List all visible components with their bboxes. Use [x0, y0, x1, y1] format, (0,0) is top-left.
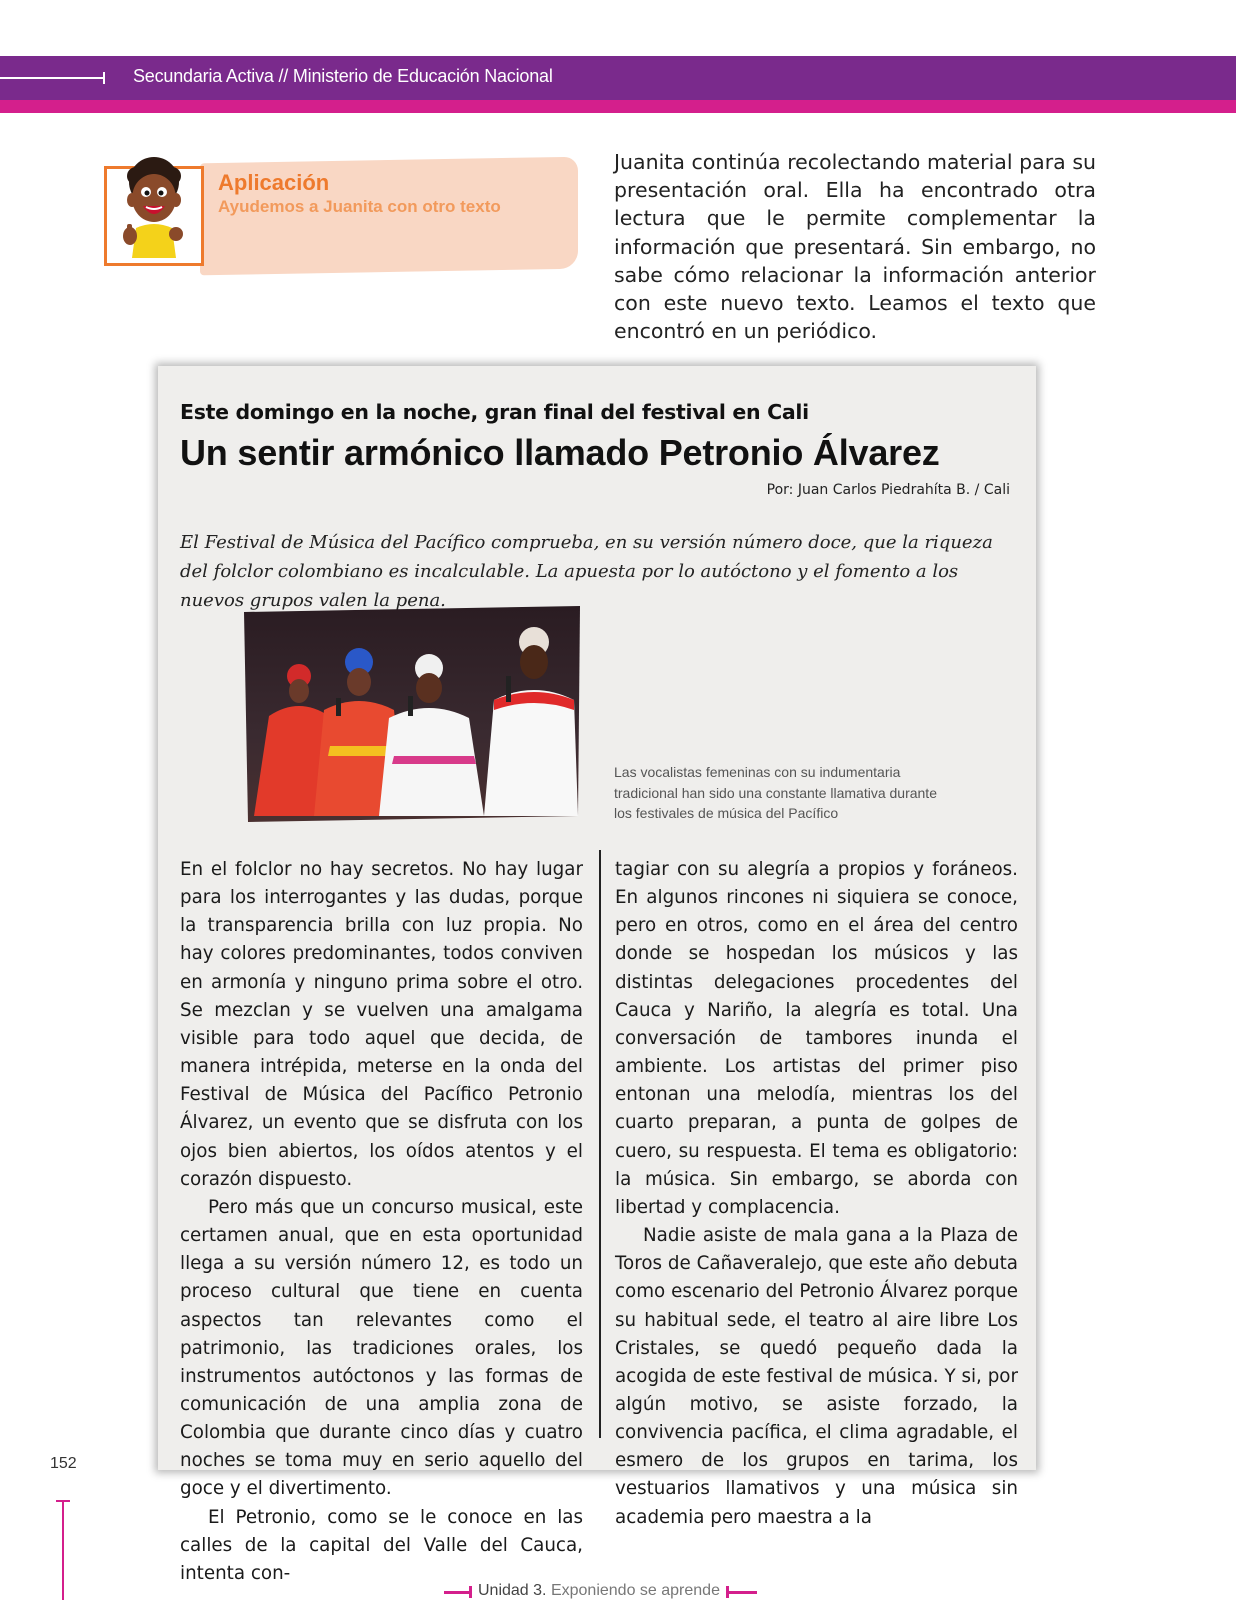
article-lede: El Festival de Música del Pacífico comprueba, en su versión número doce, que la riqueza del folclor colombiano es incalculable. La apuesta por lo autóctono y el fomento a los nuevos grupos valen la pena. — [180, 532, 993, 611]
header-rule-tick — [103, 72, 105, 84]
footer-rule-left — [444, 1591, 470, 1594]
intro-paragraph: Juanita continúa recolectando material para su presentación oral. Ella ha encontrado otra lectura que le permite complementar la información que presentará. Sin embargo, no sabe cómo relacionar la información anterior con este nuevo texto. Leamos el texto que encontró en un periódico. — [614, 150, 1096, 344]
margin-rule — [62, 1500, 64, 1600]
article-kicker: Este domingo en la noche, gran final del festival en Cali — [180, 400, 809, 424]
newspaper-clipping — [158, 366, 1036, 1584]
article-column-right — [615, 856, 1018, 1532]
header-rule — [0, 77, 104, 79]
child-mascot-icon — [106, 154, 202, 264]
footer-rule-right — [727, 1591, 757, 1594]
article-paragraph: Pero más que un concurso musical, este certamen anual, que en esta oportunidad llega a su versión número 12, es todo un proceso cultural que tiene en cuenta aspectos tan relevantes como el patrimonio, las tradiciones orales, los instrumentos autóctonos y las formas de comunicación de una amplia zona de Colombia que durante cinco días y cuatro noches se toma muy en serio aquello del goce y el divertimento. — [180, 1196, 583, 1500]
application-badge — [104, 160, 584, 270]
article-paragraph: tagiar con su alegría a propios y foráneos. En algunos rincones ni siquiera se conoce, pero en otros, como en el área del centro donde se hospedan los músicos y las distintas delegaciones procedentes del Cauca y Nariño, la alegría es total. Una conversación de tambores inunda el ambiente. Los artistas del primer piso entonan una melodía, mientras los del cuarto preparan, a punta de golpes de cuero, su respuesta. El tema es obligatorio: la música. Sin embargo, se aborda con libertad y complacencia. — [615, 859, 1018, 1218]
application-subtitle: Ayudemos a Juanita con otro texto — [218, 197, 501, 216]
footer-unit-title: Exponiendo se aprende — [550, 1582, 720, 1599]
festival-singers-photo — [244, 606, 580, 822]
header-title: Secundaria Activa // Ministerio de Educación Nacional — [133, 66, 553, 86]
article-paragraph: Nadie asiste de mala gana a la Plaza de Toros de Cañaveralejo, que este año debuta como escenario del Petronio Álvarez porque su habitual sede, el teatro al aire libre Los Cristales, se quedó pequeño dada la acogida de este festival de música. Y si, por algún motivo, se asiste forzado, la convivencia pacífica, el clima agradable, el esmero de los grupos en tarima, los vestuarios llamativos y una música sin academia pero maestra a la — [615, 1225, 1018, 1528]
article-headline: Un sentir armónico llamado Petronio Álvarez — [180, 432, 940, 473]
article-paragraph: En el folclor no hay secretos. No hay lugar para los interrogantes y las dudas, porque la transparencia brilla con luz propia. No hay colores predominantes, todos conviven en armonía y ninguno prima sobre el otro. Se mezclan y se vuelven una amalgama visible para todo aquel que decida, de manera intrépida, meterse en la onda del Festival de Música del Pacífico Petronio Álvarez, un evento que se disfruta con los ojos bien abiertos, los oídos atentos y el corazón dispuesto. — [180, 859, 583, 1190]
footer — [444, 1582, 756, 1600]
article-column-left — [180, 856, 583, 1588]
photo-caption: Las vocalistas femeninas con su indumentaria tradicional han sido una constante llamativa durante los festivales de música del Pacífico — [614, 764, 937, 821]
footer-unit: Unidad 3. — [478, 1582, 547, 1599]
column-divider — [599, 850, 601, 1438]
application-title: Aplicación — [218, 170, 330, 195]
footer-rule-left-tick — [469, 1586, 472, 1598]
footer-text — [478, 1582, 720, 1600]
article-byline: Por: Juan Carlos Piedrahíta B. / Cali — [766, 482, 1010, 498]
article-paragraph: El Petronio, como se le conoce en las calles de la capital del Valle del Cauca, intenta con- — [180, 1506, 583, 1584]
page-number: 152 — [50, 1455, 77, 1472]
header-stripe — [0, 100, 1236, 113]
